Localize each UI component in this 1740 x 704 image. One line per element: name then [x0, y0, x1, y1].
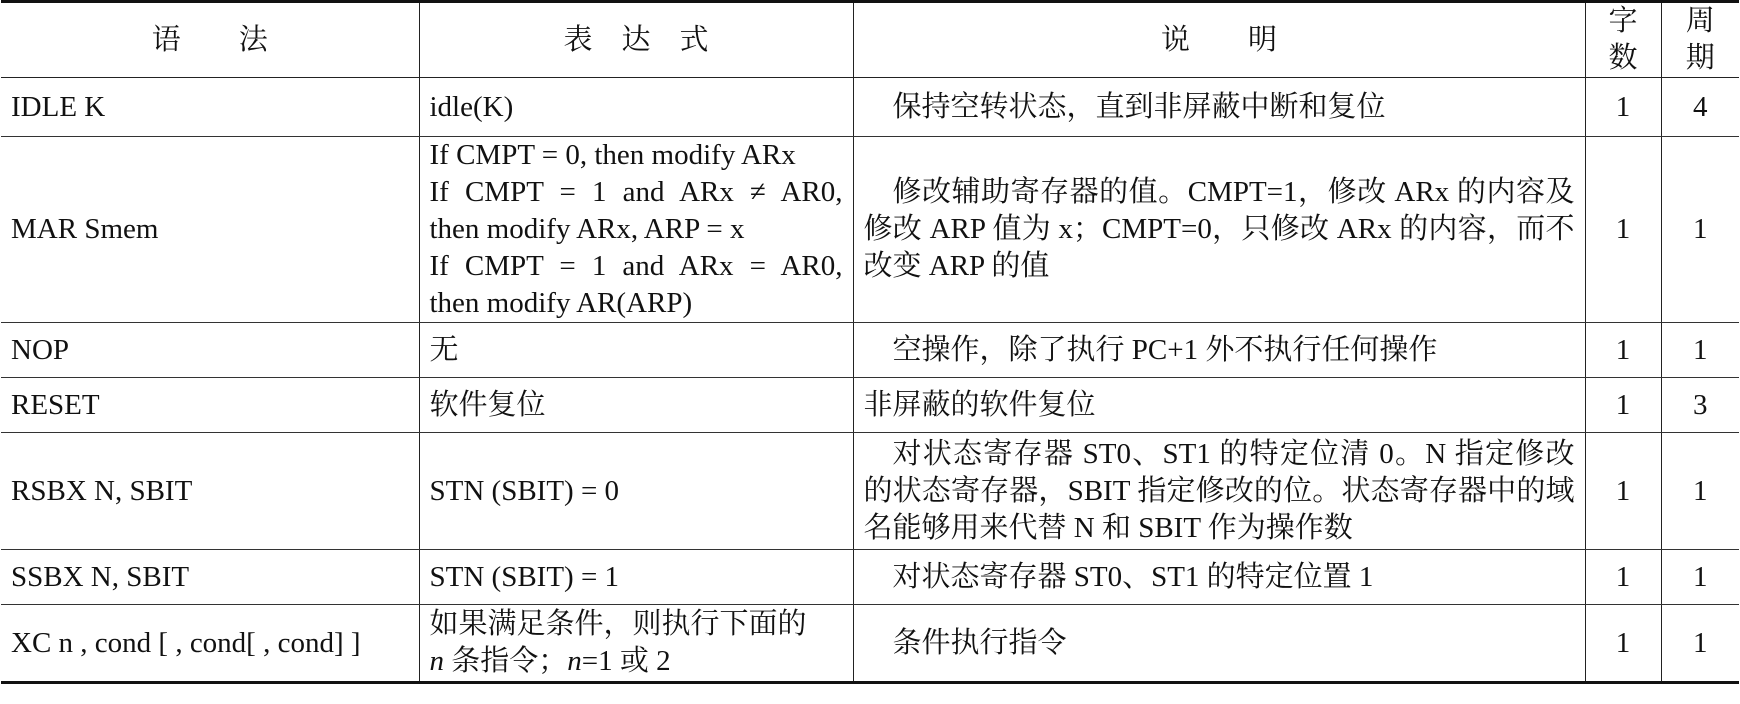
cycles-cell: 4 — [1661, 78, 1739, 137]
cycles-cell: 1 — [1661, 137, 1739, 323]
cycles-cell: 1 — [1661, 550, 1739, 605]
table-row — [1, 378, 1739, 433]
description-cell: 对状态寄存器 ST0、ST1 的特定位置 1 — [853, 550, 1585, 605]
words-cell: 1 — [1585, 323, 1661, 378]
cycles-cell: 1 — [1661, 605, 1739, 683]
expression-cell — [419, 137, 853, 323]
syntax-cell: SSBX N, SBIT — [1, 550, 419, 605]
expression-line: STN (SBIT) = 0 — [429, 474, 620, 507]
expression-cell — [419, 78, 853, 137]
table-row — [1, 605, 1739, 683]
expression-line: idle(K) — [429, 90, 514, 123]
expression-fragment: 条指令； — [444, 645, 568, 677]
words-cell: 1 — [1585, 605, 1661, 683]
expression-line: If CMPT = 1 and ARx = AR0, — [429, 250, 843, 282]
expression-line — [430, 643, 843, 680]
expression-line: 如果满足条件，则执行下面的 — [429, 608, 807, 640]
table-row — [1, 137, 1739, 323]
description-cell: 条件执行指令 — [853, 605, 1585, 683]
words-cell: 1 — [1585, 137, 1661, 323]
expression-line: If CMPT = 0, then modify ARx — [429, 139, 796, 171]
instruction-table — [1, 0, 1739, 684]
expression-line: STN (SBIT) = 1 — [429, 560, 620, 593]
description-cell: 非屏蔽的软件复位 — [853, 378, 1585, 433]
syntax-cell: NOP — [1, 323, 419, 378]
description-cell: 保持空转状态，直到非屏蔽中断和复位 — [853, 78, 1585, 137]
words-cell: 1 — [1585, 433, 1661, 550]
table-row — [1, 550, 1739, 605]
description-cell: 修改辅助寄存器的值。CMPT=1，修改 ARx 的内容及修改 ARP 值为 x；CMPT=0，只修改 ARx 的内容，而不改变 ARP 的值 — [853, 137, 1585, 323]
header-cycles: 周期 — [1661, 2, 1739, 78]
italic-n: n — [429, 645, 444, 677]
expression-fragment: =1 或 2 — [581, 645, 671, 677]
words-cell: 1 — [1585, 78, 1661, 137]
table-row — [1, 323, 1739, 378]
syntax-cell: XC n , cond [ , cond[ , cond] ] — [1, 605, 419, 683]
expression-cell — [419, 605, 853, 683]
expression-line: then modify ARx, ARP = x — [429, 213, 745, 245]
syntax-cell: MAR Smem — [1, 137, 419, 323]
table-row — [1, 78, 1739, 137]
words-cell: 1 — [1585, 378, 1661, 433]
cycles-cell: 1 — [1661, 433, 1739, 550]
table-body — [1, 78, 1739, 683]
table-row — [1, 433, 1739, 550]
table-header — [1, 2, 1739, 78]
syntax-cell: RSBX N, SBIT — [1, 433, 419, 550]
cycles-cell: 3 — [1661, 378, 1739, 433]
header-row — [1, 2, 1739, 78]
expression-cell — [419, 323, 853, 378]
expression-cell — [419, 550, 853, 605]
syntax-cell: IDLE K — [1, 78, 419, 137]
italic-n: n — [567, 645, 582, 677]
expression-cell — [419, 378, 853, 433]
description-cell: 对状态寄存器 ST0、ST1 的特定位清 0。N 指定修改的状态寄存器，SBIT 指定修改的位。状态寄存器中的域名能够用来代替 N 和 SBIT 作为操作数 — [853, 433, 1585, 550]
syntax-cell: RESET — [1, 378, 419, 433]
cycles-cell: 1 — [1661, 323, 1739, 378]
expression-line: 软件复位 — [429, 388, 546, 421]
header-description: 说 明 — [853, 2, 1585, 78]
expression-line: 无 — [429, 333, 459, 366]
expression-cell — [419, 433, 853, 550]
header-words: 字数 — [1585, 2, 1661, 78]
header-syntax: 语 法 — [1, 2, 419, 78]
expression-line: then modify AR(ARP) — [429, 287, 693, 319]
words-cell: 1 — [1585, 550, 1661, 605]
expression-line: If CMPT = 1 and ARx ≠ AR0, — [429, 176, 843, 208]
header-expression: 表 达 式 — [419, 2, 853, 78]
description-cell: 空操作，除了执行 PC+1 外不执行任何操作 — [853, 323, 1585, 378]
